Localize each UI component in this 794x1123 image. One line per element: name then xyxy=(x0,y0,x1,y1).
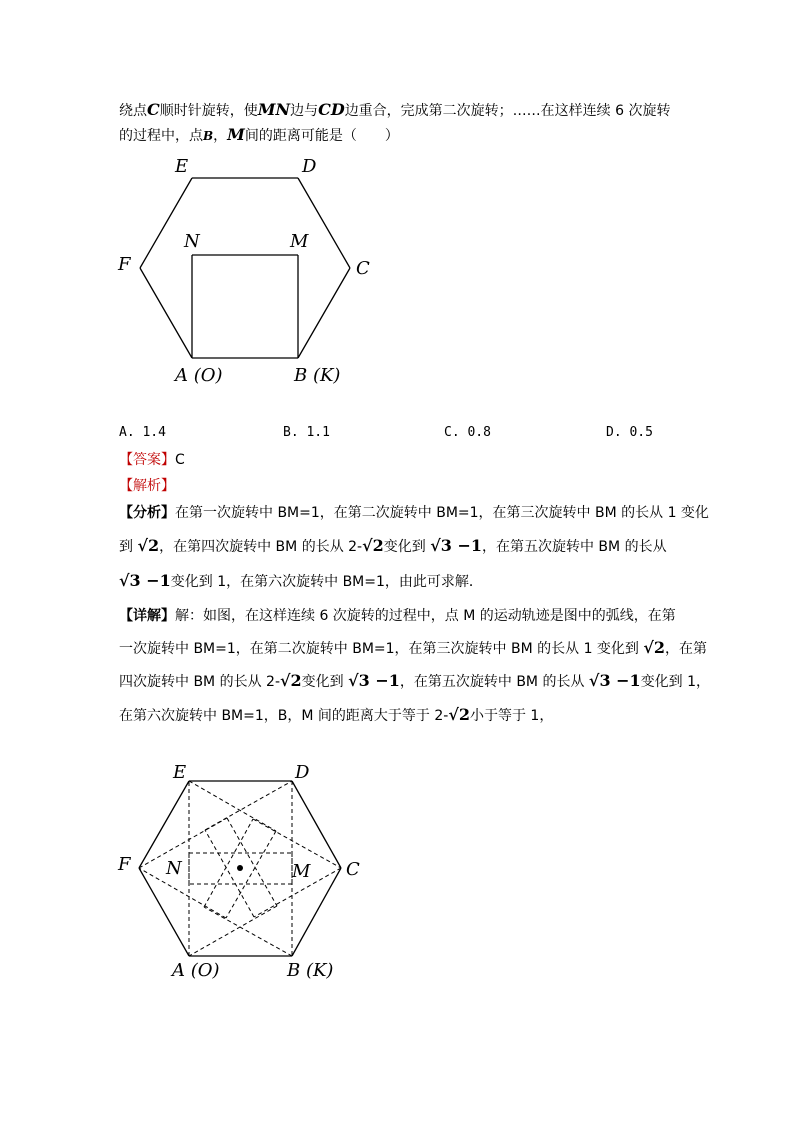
math: B xyxy=(203,129,214,143)
analysis-line-2 xyxy=(119,536,667,557)
analysis-label: 【解析】 xyxy=(119,478,175,494)
option-a: A. 1.4 xyxy=(119,425,166,440)
text: 变化到 1，在第六次旋转中 BM=1，由此可求解． xyxy=(170,574,483,590)
math: √2 xyxy=(362,536,384,555)
analysis-line-3 xyxy=(119,571,483,592)
answer-label: 【答案】 xyxy=(119,452,175,468)
text: 边与 xyxy=(290,103,319,119)
option-c: C. 0.8 xyxy=(444,425,491,440)
math: √2 xyxy=(448,705,470,724)
vertex-label: N xyxy=(184,231,200,252)
detail-line-4 xyxy=(119,705,553,726)
text: ，在第 xyxy=(665,641,708,657)
text: 间的距离可能是（ ） xyxy=(244,128,399,144)
vertex-label: E xyxy=(175,156,189,177)
text: ， xyxy=(213,128,228,144)
vertex-label: F xyxy=(118,254,131,275)
text: 绕点 xyxy=(119,103,147,119)
hexagon-edge xyxy=(292,781,341,868)
rotated-square-edge xyxy=(189,906,277,956)
vertex-label: C xyxy=(356,258,370,279)
rotated-square-edge xyxy=(205,830,254,917)
text: 变化到 1， xyxy=(640,674,711,690)
math: √2 xyxy=(137,536,160,555)
rotated-square-edge xyxy=(226,831,276,918)
text: 变化到 xyxy=(301,674,349,690)
vertex-label: D xyxy=(295,762,310,783)
rotated-square-edge xyxy=(139,868,226,918)
math: C xyxy=(147,100,160,119)
label: 【详解】 xyxy=(119,608,175,624)
hexagon-edge xyxy=(140,268,192,358)
center-dot xyxy=(237,865,243,871)
vertex-label: E xyxy=(173,762,187,783)
text: 一次旋转中 BM=1，在第二次旋转中 BM=1，在第三次旋转中 BM 的长从 1 变化到 xyxy=(119,641,644,657)
vertex-label: D xyxy=(302,156,317,177)
vertex-label: M xyxy=(292,861,311,882)
math: √3 −1 xyxy=(348,671,400,690)
math: M xyxy=(227,125,245,144)
vertex-label: N xyxy=(166,858,182,879)
rotated-square-edge xyxy=(189,781,276,831)
vertex-label: F xyxy=(118,854,131,875)
text: 四次旋转中 BM 的长从 2- xyxy=(119,674,280,690)
text: ，在第四次旋转中 BM 的长从 2- xyxy=(159,539,363,555)
text: 边重合，完成第二次旋转；……在这样连续 6 次旋转 xyxy=(344,103,671,119)
detail-line-1 xyxy=(119,606,676,626)
text: 解：如图，在这样连续 6 次旋转的过程中，点 M 的运动轨迹是图中的弧线，在第 xyxy=(175,608,676,624)
text: 变化到 xyxy=(383,539,431,555)
rotated-square-edge xyxy=(139,818,227,868)
text: 到 xyxy=(119,539,138,555)
math: √3 −1 xyxy=(430,536,482,555)
vertex-label: B (K) xyxy=(294,365,341,386)
math: √2 xyxy=(280,671,302,690)
math: √2 xyxy=(643,638,666,657)
answer-value: C xyxy=(175,452,185,468)
hexagon-edge xyxy=(139,781,189,868)
hexagon-edge xyxy=(139,868,189,956)
text: ，在第五次旋转中 BM 的长从 xyxy=(481,539,667,555)
rotated-square-edge xyxy=(227,818,277,906)
figure-2-rotation-trace xyxy=(117,762,360,981)
vertex-label: A (O) xyxy=(172,960,220,981)
math: MN xyxy=(257,100,291,119)
detail-line-3 xyxy=(119,671,710,692)
vertex-label: A (O) xyxy=(175,365,223,386)
hexagon-edge xyxy=(298,178,350,268)
text: 的过程中，点 xyxy=(119,128,203,144)
text: ，在第五次旋转中 BM 的长从 xyxy=(399,674,589,690)
option-d: D. 0.5 xyxy=(606,425,653,440)
math: √3 −1 xyxy=(588,671,641,690)
detail-line-2 xyxy=(119,638,707,659)
text: 顺时针旋转，使 xyxy=(159,103,258,119)
answer-line xyxy=(119,450,185,470)
text: 小于等于 1， xyxy=(469,708,554,724)
rotated-square-edge xyxy=(204,819,253,907)
rotated-square-edge xyxy=(204,907,292,956)
figure-1-hexagon-square xyxy=(117,156,370,386)
option-b: B. 1.1 xyxy=(283,425,330,440)
text: 在第六次旋转中 BM=1，B，M 间的距离大于等于 2- xyxy=(119,708,449,724)
text: 在第一次旋转中 BM=1，在第二次旋转中 BM=1，在第三次旋转中 BM 的长从 1 变化 xyxy=(175,505,709,521)
hexagon-edge xyxy=(140,178,192,268)
math: √3 −1 xyxy=(119,571,171,590)
math: CD xyxy=(318,100,345,119)
vertex-label: C xyxy=(346,859,360,880)
vertex-label: M xyxy=(290,231,309,252)
label: 【分析】 xyxy=(119,505,175,521)
analysis-line-1 xyxy=(119,503,709,523)
hexagon-edge xyxy=(298,268,350,358)
vertex-label: B (K) xyxy=(287,960,334,981)
